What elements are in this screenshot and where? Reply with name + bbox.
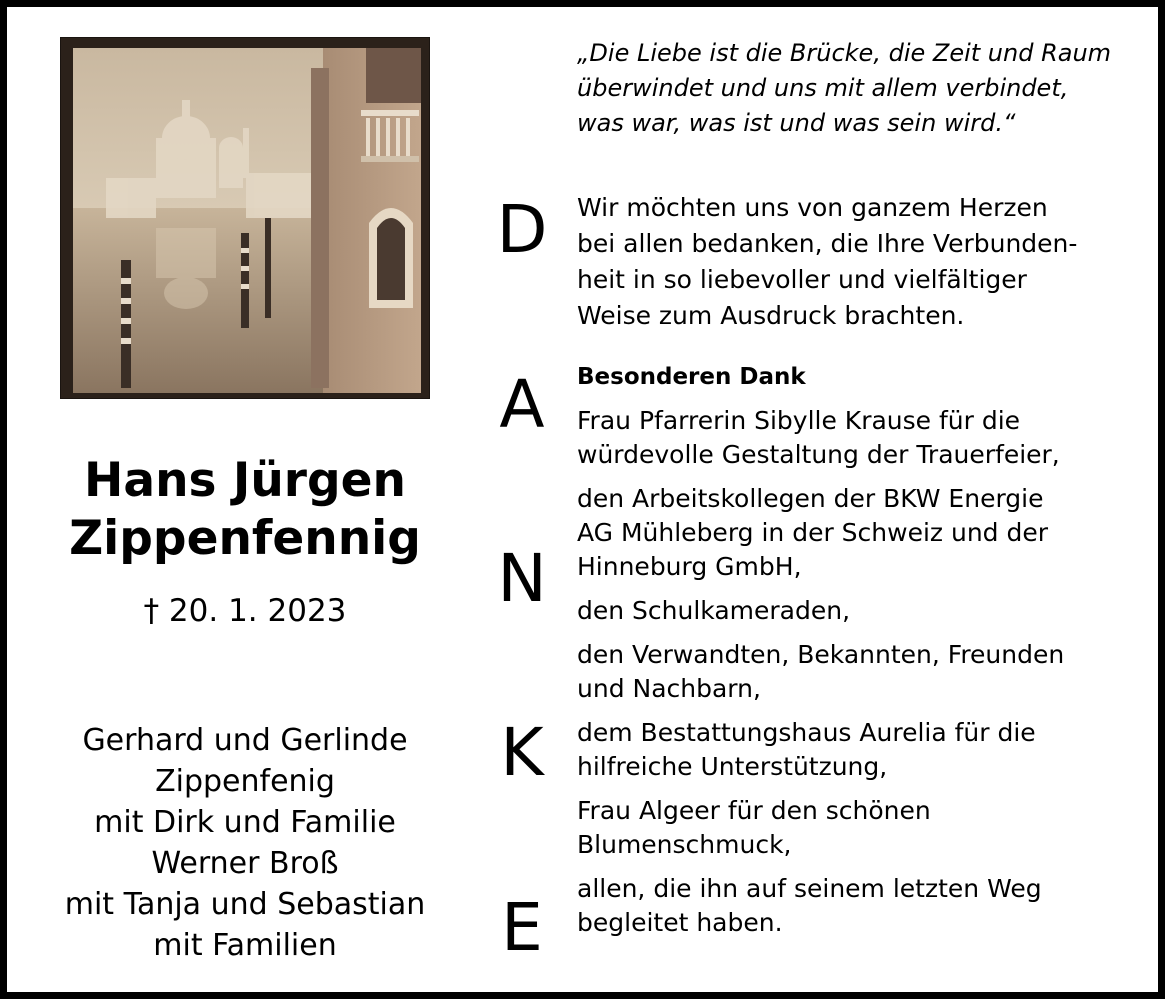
thanks-line: Hinneburg GmbH, bbox=[577, 552, 802, 581]
danke-letter-a: A bbox=[499, 366, 545, 443]
thanks-line: hilfreiche Unterstützung, bbox=[577, 752, 888, 781]
family-line: Werner Broß bbox=[151, 846, 339, 881]
death-date: † 20. 1. 2023 bbox=[143, 593, 347, 629]
thanks-line: und Nachbarn, bbox=[577, 674, 761, 703]
intro-line: bei allen bedanken, die Ihre Verbunden- bbox=[577, 229, 1078, 258]
memorial-quote bbox=[577, 36, 1147, 141]
thanks-item bbox=[577, 594, 1147, 628]
quote-line: was war, was ist und was sein wird.“ bbox=[577, 109, 1016, 137]
thanks-item bbox=[577, 716, 1147, 784]
thanks-item bbox=[577, 482, 1147, 584]
thanks-line: den Schulkameraden, bbox=[577, 596, 851, 625]
intro-line: heit in so liebevoller und vielfältiger bbox=[577, 265, 1027, 294]
intro-line: Weise zum Ausdruck brachten. bbox=[577, 301, 965, 330]
deceased-name bbox=[30, 452, 460, 568]
deceased-first-name: Hans Jürgen bbox=[84, 453, 406, 508]
thanks-line: dem Bestattungshaus Aurelia für die bbox=[577, 718, 1036, 747]
thanks-line: Frau Algeer für den schönen bbox=[577, 796, 931, 825]
danke-letter-d: D bbox=[496, 191, 548, 268]
thanks-item bbox=[577, 404, 1147, 472]
thanks-line: begleitet haben. bbox=[577, 908, 783, 937]
thanks-line: allen, die ihn auf seinem letzten Weg bbox=[577, 874, 1042, 903]
thanks-item bbox=[577, 794, 1147, 862]
deceased-last-name: Zippenfennig bbox=[69, 511, 421, 566]
thanks-item bbox=[577, 872, 1147, 940]
danke-letter-k: K bbox=[500, 714, 544, 791]
thanks-item bbox=[577, 638, 1147, 706]
danke-letter-e: E bbox=[501, 889, 543, 966]
danke-letter-n: N bbox=[497, 540, 547, 617]
family-line: Zippenfenig bbox=[155, 764, 335, 799]
thanks-line: AG Mühleberg in der Schweiz und der bbox=[577, 518, 1049, 547]
thanks-line: Frau Pfarrerin Sibylle Krause für die bbox=[577, 406, 1021, 435]
family-line: mit Dirk und Familie bbox=[94, 805, 396, 840]
quote-line: überwindet und uns mit allem verbindet, bbox=[577, 74, 1069, 102]
intro-line: Wir möchten uns von ganzem Herzen bbox=[577, 193, 1048, 222]
family-signatures bbox=[20, 720, 470, 966]
thanks-line: Blumenschmuck, bbox=[577, 830, 792, 859]
family-line: Gerhard und Gerlinde bbox=[82, 723, 408, 758]
thanks-intro bbox=[577, 190, 1147, 334]
venice-painting-image bbox=[60, 37, 430, 399]
special-thanks-heading: Besonderen Dank bbox=[577, 364, 806, 390]
thanks-line: den Verwandten, Bekannten, Freunden bbox=[577, 640, 1065, 669]
family-line: mit Familien bbox=[153, 928, 337, 963]
quote-line: „Die Liebe ist die Brücke, die Zeit und Raum bbox=[577, 39, 1112, 67]
special-thanks-list bbox=[577, 404, 1147, 950]
thanks-line: den Arbeitskollegen der BKW Energie bbox=[577, 484, 1044, 513]
family-line: mit Tanja und Sebastian bbox=[64, 887, 426, 922]
thanks-line: würdevolle Gestaltung der Trauerfeier, bbox=[577, 440, 1060, 469]
